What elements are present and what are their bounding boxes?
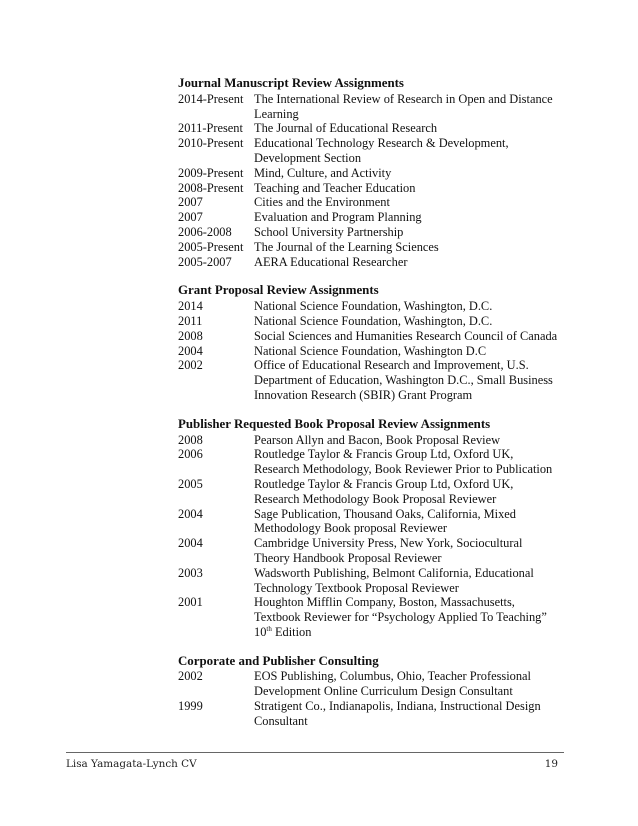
entry-line: Methodology Book proposal Reviewer	[254, 521, 448, 536]
entry-year: 2006	[178, 447, 203, 462]
section-heading: Journal Manuscript Review Assignments	[178, 76, 404, 90]
entry-year: 2007	[178, 210, 203, 225]
section	[178, 654, 578, 729]
entry-line: Houghton Mifflin Company, Boston, Massachusetts,	[254, 595, 515, 610]
entry-year: 2002	[178, 358, 203, 373]
entry-line: The Journal of the Learning Sciences	[254, 239, 439, 254]
entry-description	[254, 314, 578, 329]
entry-year: 2007	[178, 195, 203, 210]
entry-line: Theory Handbook Proposal Reviewer	[254, 550, 442, 565]
entry-year: 2005	[178, 476, 203, 491]
entry-line: National Science Foundation, Washington, D.C.	[254, 313, 493, 328]
entry-row	[178, 536, 578, 566]
entry-row	[178, 699, 578, 729]
entry-row	[178, 210, 578, 225]
entry-line: The Journal of Educational Research	[254, 121, 438, 136]
entry-line: National Science Foundation, Washington, D.C.	[254, 299, 493, 314]
section-heading: Corporate and Publisher Consulting	[178, 653, 379, 668]
entry-year: 2004	[178, 506, 203, 521]
edition-line	[254, 625, 578, 640]
entry-row	[178, 240, 578, 255]
entry-row	[178, 225, 578, 240]
entry-row	[178, 314, 578, 329]
entry-row	[178, 136, 578, 166]
cv-content	[178, 76, 578, 743]
entry-year: 2009-Present	[178, 165, 244, 180]
footer-author: Lisa Yamagata-Lynch CV	[66, 758, 197, 770]
entry-description	[254, 299, 578, 314]
entry-row	[178, 166, 578, 181]
entry-line: Office of Educational Research and Improvement, U.S.	[254, 358, 529, 373]
section	[178, 417, 578, 640]
entry-line: Learning	[254, 106, 299, 121]
entry-description	[254, 240, 578, 255]
entry-line: Development Online Curriculum Design Consultant	[254, 684, 513, 699]
entry-description	[254, 447, 578, 477]
entry-row	[178, 447, 578, 477]
entry-row	[178, 566, 578, 596]
entry-line: Sage Publication, Thousand Oaks, California, Mixed	[254, 506, 516, 521]
entry-line: Cambridge University Press, New York, Sociocultural	[254, 536, 523, 551]
entry-description	[254, 136, 578, 166]
edition-number: 10	[254, 624, 267, 639]
entry-year: 2005-Present	[178, 239, 244, 254]
entry-description	[254, 595, 578, 639]
entry-line: Technology Textbook Proposal Reviewer	[254, 580, 459, 595]
entry-line: Innovation Research (SBIR) Grant Program	[254, 387, 473, 402]
entry-row	[178, 595, 578, 639]
entry-line: Cities and the Environment	[254, 195, 390, 210]
entry-description	[254, 344, 578, 359]
entry-line: Research Methodology, Book Reviewer Prior to Publication	[254, 462, 553, 477]
entry-description	[254, 210, 578, 225]
entry-row	[178, 433, 578, 448]
entry-line: Routledge Taylor & Francis Group Ltd, Oxford UK,	[254, 476, 514, 491]
entry-line: EOS Publishing, Columbus, Ohio, Teacher Professional	[254, 669, 531, 684]
entry-description	[254, 121, 578, 136]
entry-description	[254, 166, 578, 181]
entry-row	[178, 358, 578, 402]
entry-description	[254, 255, 578, 270]
entry-description	[254, 669, 578, 699]
entry-year: 2008	[178, 328, 203, 343]
entry-line: Mind, Culture, and Activity	[254, 165, 392, 180]
entry-description	[254, 699, 578, 729]
section-heading: Publisher Requested Book Proposal Review Assignments	[178, 416, 491, 431]
entry-description	[254, 566, 578, 596]
entry-row	[178, 299, 578, 314]
entry-description	[254, 329, 578, 344]
entry-line: Social Sciences and Humanities Research Council of Canada	[254, 328, 558, 343]
entry-line: Evaluation and Program Planning	[254, 210, 422, 225]
edition-word: Edition	[271, 624, 312, 639]
entry-line: Pearson Allyn and Bacon, Book Proposal Review	[254, 432, 501, 447]
entry-line: Research Methodology Book Proposal Reviewer	[254, 491, 497, 506]
entry-description	[254, 477, 578, 507]
entry-description	[254, 536, 578, 566]
entry-line: Educational Technology Research & Development,	[254, 136, 509, 151]
entry-line: Stratigent Co., Indianapolis, Indiana, Instructional Design	[254, 699, 541, 714]
entry-year: 2008-Present	[178, 180, 244, 195]
entry-description	[254, 358, 578, 402]
edition-superscript: th	[266, 624, 272, 633]
entry-line: The International Review of Research in Open and Distance	[254, 91, 553, 106]
entry-line: School University Partnership	[254, 224, 404, 239]
entry-year: 2011	[178, 313, 203, 328]
entry-year: 2011-Present	[178, 121, 243, 136]
entry-description	[254, 225, 578, 240]
entry-year: 2010-Present	[178, 136, 244, 151]
entry-description	[254, 433, 578, 448]
page-footer	[66, 758, 558, 770]
entry-row	[178, 121, 578, 136]
entry-description	[254, 507, 578, 537]
section-heading: Grant Proposal Review Assignments	[178, 283, 379, 298]
entry-year: 2004	[178, 536, 203, 551]
entry-row	[178, 92, 578, 122]
entry-description	[254, 92, 578, 122]
entry-line: Textbook Reviewer for “Psychology Applied To Teaching”	[254, 610, 547, 625]
entry-row	[178, 195, 578, 210]
entry-year: 1999	[178, 699, 203, 714]
entry-row	[178, 669, 578, 699]
entry-line: Development Section	[254, 150, 362, 165]
entry-year: 2005-2007	[178, 254, 232, 269]
section	[178, 76, 578, 269]
entry-row	[178, 181, 578, 196]
section	[178, 283, 578, 402]
entry-year: 2006-2008	[178, 224, 232, 239]
entry-line: National Science Foundation, Washington D.C	[254, 343, 487, 358]
entry-year: 2001	[178, 595, 203, 610]
entry-line: Teaching and Teacher Education	[254, 180, 416, 195]
entry-line: AERA Educational Researcher	[254, 254, 408, 269]
entry-year: 2014-Present	[178, 91, 244, 106]
entry-row	[178, 344, 578, 359]
entry-line: Department of Education, Washington D.C., Small Business	[254, 373, 553, 388]
entry-year: 2002	[178, 669, 203, 684]
entry-description	[254, 195, 578, 210]
entry-row	[178, 255, 578, 270]
entry-year: 2003	[178, 565, 203, 580]
entry-year: 2008	[178, 432, 203, 447]
entry-line: Wadsworth Publishing, Belmont California, Educational	[254, 565, 534, 580]
entry-description	[254, 181, 578, 196]
entry-year: 2014	[178, 299, 203, 314]
entry-row	[178, 329, 578, 344]
page-number: 19	[544, 758, 558, 770]
entry-row	[178, 507, 578, 537]
footer-divider	[66, 752, 564, 753]
entry-line: Consultant	[254, 713, 308, 728]
entry-row	[178, 477, 578, 507]
entry-line: Routledge Taylor & Francis Group Ltd, Oxford UK,	[254, 447, 514, 462]
entry-year: 2004	[178, 343, 203, 358]
